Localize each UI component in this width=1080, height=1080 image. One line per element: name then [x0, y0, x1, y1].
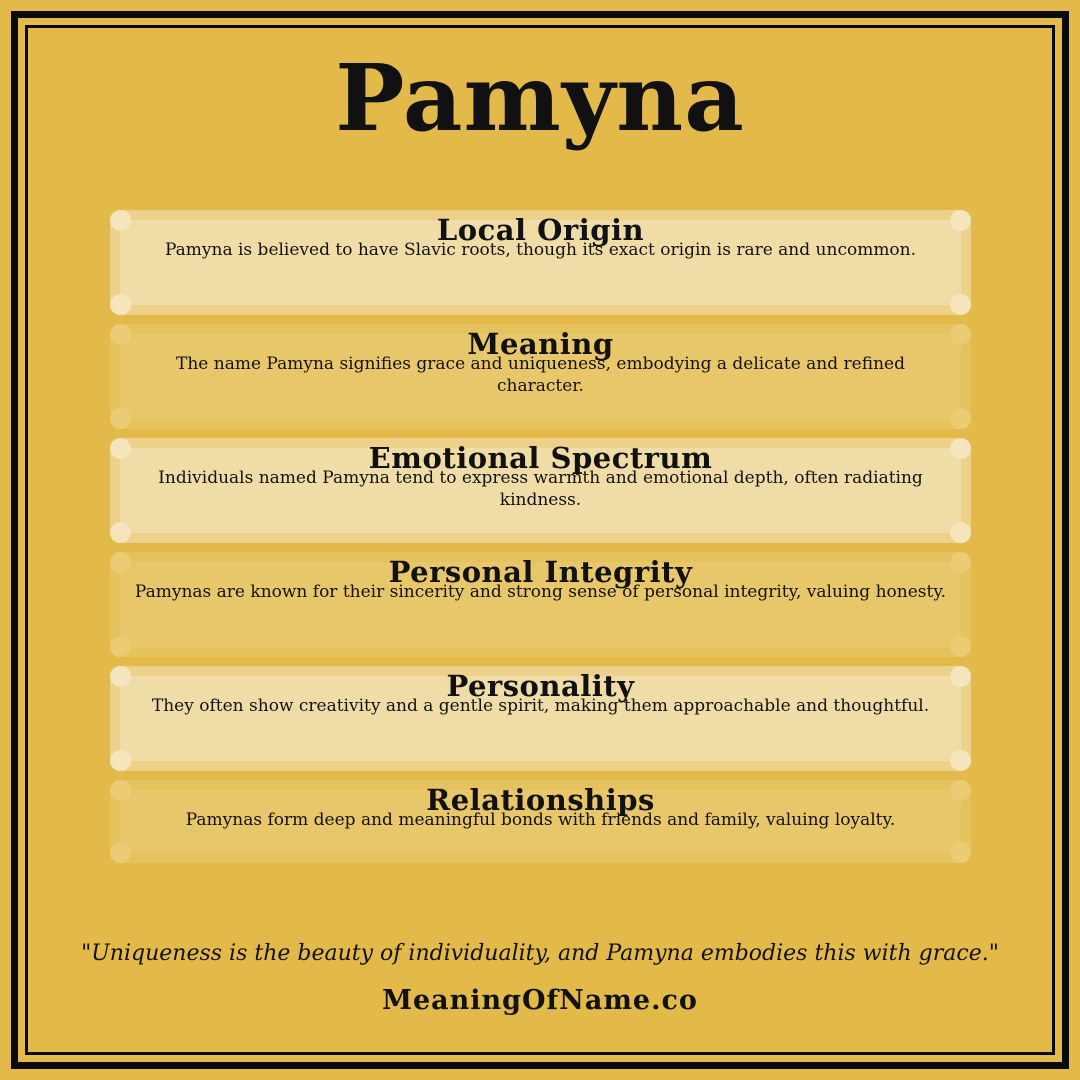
- corner-dot: [950, 294, 971, 315]
- corner-dot: [110, 636, 131, 657]
- corner-dot: [950, 408, 971, 429]
- page-title: Pamyna: [335, 44, 745, 152]
- corner-dot: [110, 522, 131, 543]
- card-heading: Personal Integrity: [388, 555, 693, 589]
- corner-dot: [950, 522, 971, 543]
- card-heading: Personality: [446, 669, 635, 703]
- card-description: Individuals named Pamyna tend to express warmth and emotional depth, often radiating kindness.: [158, 468, 923, 510]
- quote-text: "Uniqueness is the beauty of individuality, and Pamyna embodies this with grace.": [81, 941, 999, 966]
- card-personal-integrity: [110, 552, 971, 657]
- corner-dot: [110, 750, 131, 771]
- card-heading: Relationships: [426, 783, 655, 817]
- corner-dot: [950, 750, 971, 771]
- card-relationships: [110, 780, 971, 863]
- card-meaning: [110, 324, 971, 429]
- card-personality: [110, 666, 971, 771]
- corner-dot: [110, 408, 131, 429]
- corner-dot: [950, 842, 971, 863]
- card-description: Pamynas are known for their sincerity and strong sense of personal integrity, valuing honesty.: [134, 582, 947, 602]
- card-emotional-spectrum: [110, 438, 971, 543]
- corner-dot: [950, 636, 971, 657]
- corner-dot: [110, 294, 131, 315]
- card-heading: Emotional Spectrum: [368, 441, 713, 475]
- corner-dot: [110, 842, 131, 863]
- card-local-origin: [110, 210, 971, 315]
- card-description: They often show creativity and a gentle spirit, making them approachable and thoughtful.: [151, 696, 930, 716]
- card-description: The name Pamyna signifies grace and uniqueness, embodying a delicate and refined character.: [176, 354, 905, 396]
- card-description: Pamynas form deep and meaningful bonds with friends and family, valuing loyalty.: [185, 810, 896, 830]
- card-heading: Local Origin: [436, 213, 645, 247]
- card-heading: Meaning: [467, 327, 614, 361]
- site-name: MeaningOfName.co: [382, 985, 698, 1016]
- card-description: Pamyna is believed to have Slavic roots, though its exact origin is rare and uncommon.: [164, 240, 917, 260]
